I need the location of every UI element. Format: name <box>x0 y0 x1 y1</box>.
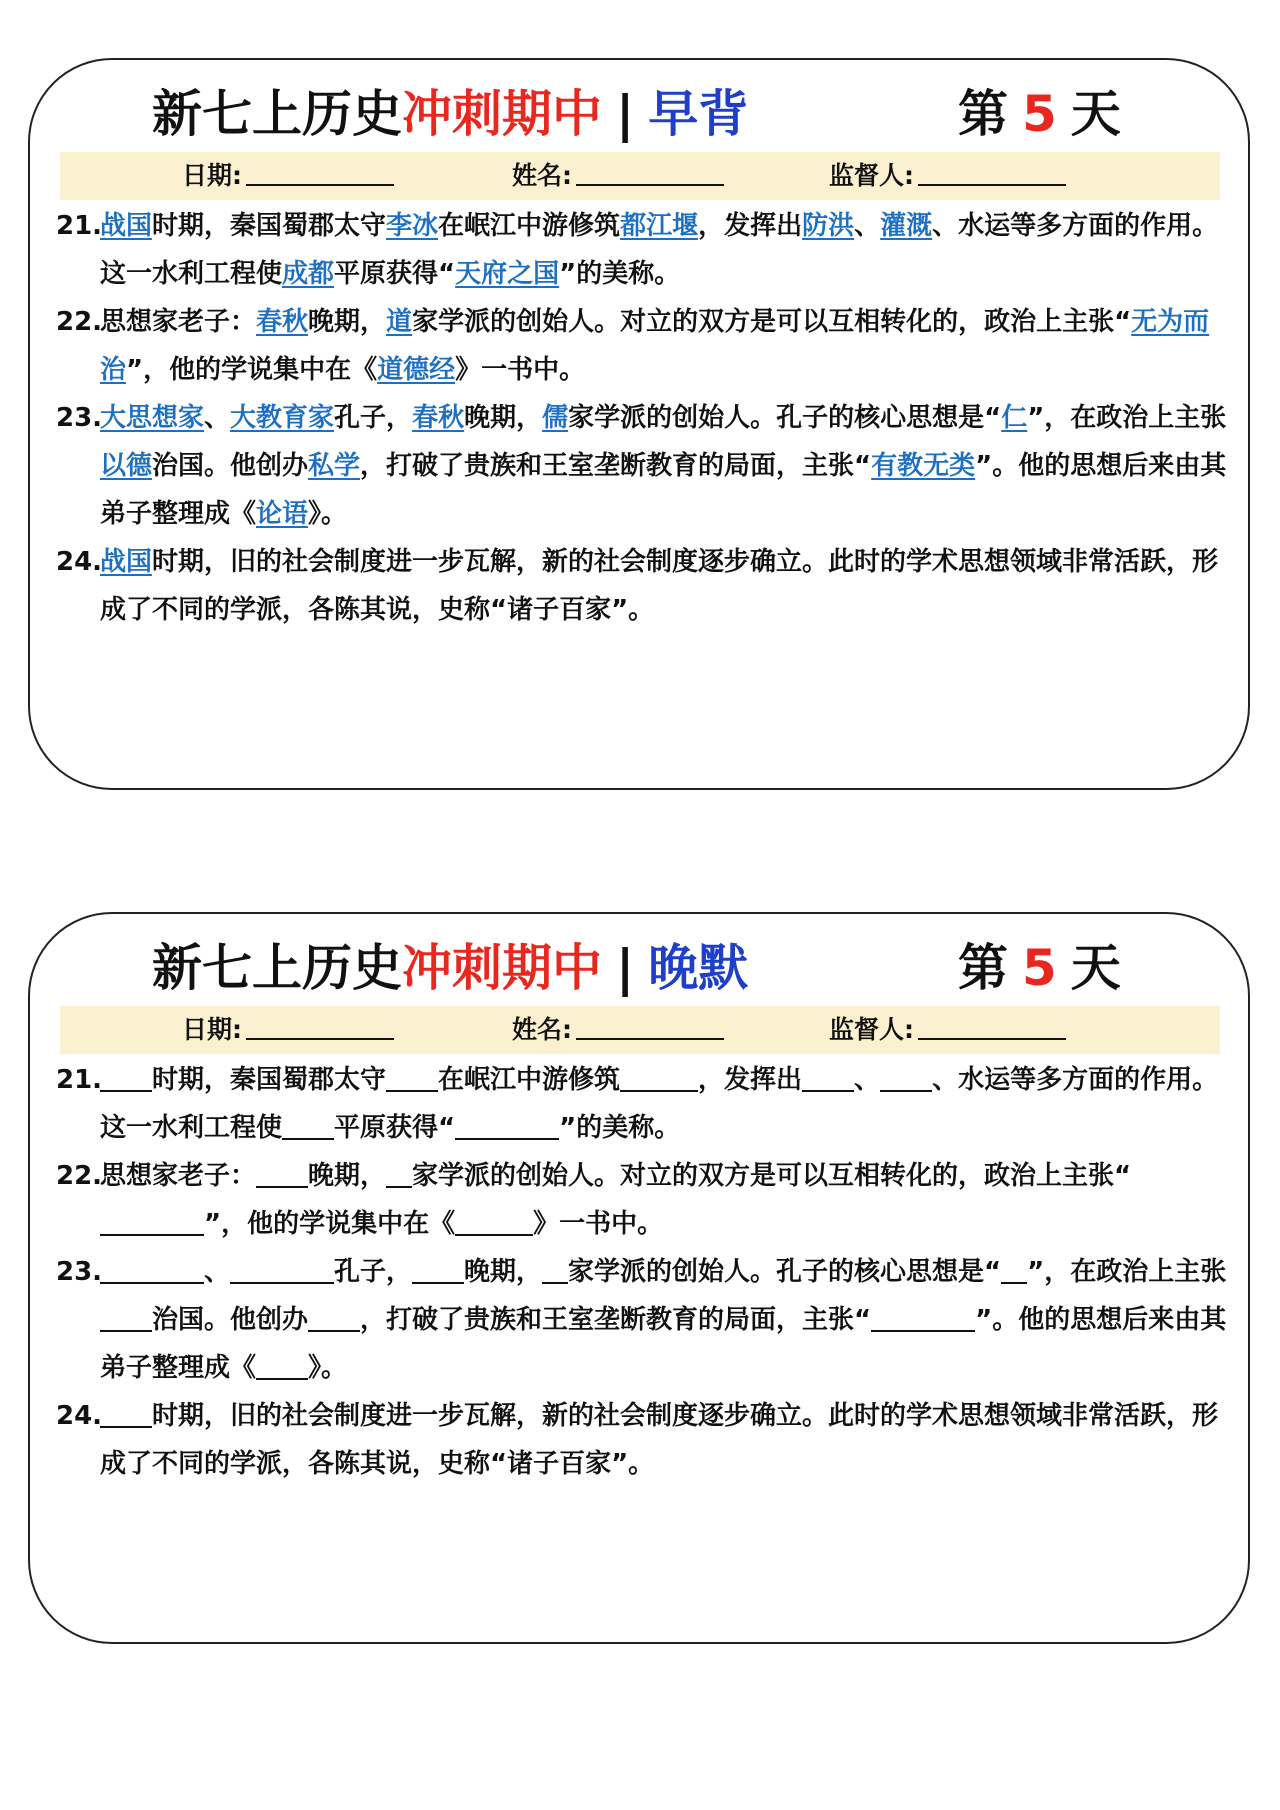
answer-keyword: 战国 <box>100 547 153 577</box>
question-text: ”。他的思想后来由其弟子整理成《 <box>100 451 1227 529</box>
supervisor-blank[interactable] <box>918 1008 1066 1040</box>
answer-keyword: 春秋 <box>256 307 309 337</box>
question-text: ，发挥出 <box>698 211 803 241</box>
supervisor-blank[interactable] <box>918 154 1066 186</box>
question-text: ”，他的学说集中在《 <box>126 355 378 385</box>
question-text: 思想家老子： <box>100 307 257 337</box>
answer-blank[interactable] <box>802 1060 854 1092</box>
answer-keyword: 都江堰 <box>620 211 699 241</box>
question-item <box>56 1152 1234 1248</box>
question-number: 22. <box>56 307 103 337</box>
answer-keyword: 成都 <box>282 259 335 289</box>
question-text: 时期，秦国蜀郡太守 <box>152 1065 387 1095</box>
question-text: 孔子， <box>334 403 413 433</box>
question-text: ”的美称。 <box>559 1113 681 1143</box>
question-text: 时期，秦国蜀郡太守 <box>152 211 387 241</box>
answer-blank[interactable] <box>256 1348 308 1380</box>
question-text: 家学派的创始人。孔子的核心思想是“ <box>568 403 1002 433</box>
answer-blank[interactable] <box>455 1204 533 1236</box>
date-label: 日期: <box>182 161 242 190</box>
answer-blank[interactable] <box>100 1060 152 1092</box>
title-main <box>152 74 748 154</box>
answer-blank[interactable] <box>386 1156 412 1188</box>
question-item <box>56 1248 1234 1392</box>
answer-blank[interactable] <box>100 1252 204 1284</box>
answer-keyword: 天府之国 <box>455 259 560 289</box>
answer-blank[interactable] <box>308 1300 360 1332</box>
answer-keyword: 道德经 <box>377 355 456 385</box>
date-field <box>182 152 394 200</box>
card-title <box>30 928 1248 1008</box>
answer-blank[interactable] <box>386 1060 438 1092</box>
answer-keyword: 道 <box>386 307 413 337</box>
title-separator: | <box>616 85 635 143</box>
morning-card <box>28 58 1250 790</box>
day-prefix: 第 <box>958 939 1008 997</box>
answer-keyword: 仁 <box>1001 403 1028 433</box>
name-label: 姓名: <box>512 1015 572 1044</box>
answer-blank[interactable] <box>620 1060 698 1092</box>
question-text: 、 <box>204 403 231 433</box>
answer-blank[interactable] <box>542 1252 568 1284</box>
question-text: 、 <box>854 211 881 241</box>
question-item <box>56 1056 1234 1152</box>
answer-blank[interactable] <box>100 1204 204 1236</box>
question-text: 家学派的创始人。对立的双方是可以互相转化的，政治上主张“ <box>412 307 1132 337</box>
answer-blank[interactable] <box>880 1060 932 1092</box>
answer-keyword: 无为而治 <box>100 307 1210 385</box>
title-separator: | <box>616 939 635 997</box>
question-number: 21. <box>56 211 103 241</box>
question-text: ，发挥出 <box>698 1065 803 1095</box>
answer-keyword: 防洪 <box>802 211 855 241</box>
answer-keyword: 论语 <box>256 499 309 529</box>
question-text: 孔子， <box>334 1257 413 1287</box>
question-text: 平原获得“ <box>334 1113 456 1143</box>
name-field <box>512 152 724 200</box>
title-part1: 新七上历史 <box>152 85 402 143</box>
question-item <box>56 1392 1234 1488</box>
name-blank[interactable] <box>576 1008 724 1040</box>
answer-blank[interactable] <box>230 1252 334 1284</box>
title-part2: 冲刺期中 <box>402 85 602 143</box>
answer-blank[interactable] <box>100 1396 152 1428</box>
question-list <box>56 1056 1234 1488</box>
question-text: 晚期， <box>464 1257 543 1287</box>
answer-keyword: 春秋 <box>412 403 465 433</box>
supervisor-field <box>829 1006 1066 1054</box>
answer-keyword: 以德 <box>100 451 153 481</box>
answer-blank[interactable] <box>100 1300 152 1332</box>
question-text: 》一书中。 <box>455 355 586 385</box>
title-day <box>958 928 1121 1008</box>
evening-card <box>28 912 1250 1644</box>
answer-blank[interactable] <box>256 1156 308 1188</box>
question-number: 23. <box>56 1257 103 1287</box>
answer-blank[interactable] <box>1001 1252 1027 1284</box>
answer-blank[interactable] <box>282 1108 334 1140</box>
title-part3: 早背 <box>648 85 749 143</box>
question-item <box>56 394 1234 538</box>
question-text: 思想家老子： <box>100 1161 257 1191</box>
question-text: 、 <box>854 1065 881 1095</box>
answer-blank[interactable] <box>871 1300 975 1332</box>
question-text: ”，在政治上主张 <box>1027 1257 1227 1287</box>
question-text: 平原获得“ <box>334 259 456 289</box>
answer-keyword: 李冰 <box>386 211 439 241</box>
question-text: ”，他的学说集中在《 <box>204 1209 456 1239</box>
day-suffix: 天 <box>1070 85 1121 143</box>
answer-keyword: 大教育家 <box>230 403 335 433</box>
supervisor-label: 监督人: <box>829 1015 914 1044</box>
date-blank[interactable] <box>246 154 394 186</box>
question-item <box>56 298 1234 394</box>
info-bar <box>60 1006 1220 1054</box>
question-list <box>56 202 1234 634</box>
question-number: 21. <box>56 1065 103 1095</box>
answer-keyword: 战国 <box>100 211 153 241</box>
date-label: 日期: <box>182 1015 242 1044</box>
question-text: 家学派的创始人。对立的双方是可以互相转化的，政治上主张“ <box>412 1161 1132 1191</box>
question-text: 、水运等多方面的作用。这一水利工程使 <box>100 1065 1219 1143</box>
question-text: 在岷江中游修筑 <box>438 211 621 241</box>
question-text: 治国。他创办 <box>152 451 309 481</box>
title-main <box>152 928 748 1008</box>
day-suffix: 天 <box>1070 939 1121 997</box>
question-text: 在岷江中游修筑 <box>438 1065 621 1095</box>
title-part1: 新七上历史 <box>152 939 402 997</box>
day-prefix: 第 <box>958 85 1008 143</box>
question-item <box>56 538 1234 634</box>
answer-keyword: 有教无类 <box>871 451 976 481</box>
question-text: 时期，旧的社会制度进一步瓦解，新的社会制度逐步确立。此时的学术思想领域非常活跃，形成了不同的学派，各陈其说，史称“诸子百家”。 <box>100 547 1219 625</box>
name-blank[interactable] <box>576 154 724 186</box>
question-text: 晚期， <box>308 307 387 337</box>
title-part3: 晚默 <box>648 939 749 997</box>
question-text: 治国。他创办 <box>152 1305 309 1335</box>
date-field <box>182 1006 394 1054</box>
question-text: ”。他的思想后来由其弟子整理成《 <box>100 1305 1227 1383</box>
question-item <box>56 202 1234 298</box>
question-text: 晚期， <box>308 1161 387 1191</box>
question-text: 、 <box>204 1257 231 1287</box>
answer-blank[interactable] <box>412 1252 464 1284</box>
question-number: 23. <box>56 403 103 433</box>
question-number: 22. <box>56 1161 103 1191</box>
answer-keyword: 大思想家 <box>100 403 205 433</box>
answer-keyword: 灌溉 <box>880 211 933 241</box>
question-text: ”，在政治上主张 <box>1027 403 1227 433</box>
question-number: 24. <box>56 1401 103 1431</box>
question-text: ，打破了贵族和王室垄断教育的局面，主张“ <box>360 1305 872 1335</box>
answer-keyword: 儒 <box>542 403 569 433</box>
question-text: ，打破了贵族和王室垄断教育的局面，主张“ <box>360 451 872 481</box>
supervisor-label: 监督人: <box>829 161 914 190</box>
question-text: 》一书中。 <box>533 1209 664 1239</box>
supervisor-field <box>829 152 1066 200</box>
name-label: 姓名: <box>512 161 572 190</box>
question-text: ”的美称。 <box>559 259 681 289</box>
question-text: 家学派的创始人。孔子的核心思想是“ <box>568 1257 1002 1287</box>
title-day <box>958 74 1121 154</box>
question-text: 时期，旧的社会制度进一步瓦解，新的社会制度逐步确立。此时的学术思想领域非常活跃，形成了不同的学派，各陈其说，史称“诸子百家”。 <box>100 1401 1219 1479</box>
name-field <box>512 1006 724 1054</box>
day-number: 5 <box>1022 939 1057 997</box>
question-text: 》。 <box>308 499 348 529</box>
answer-keyword: 私学 <box>308 451 361 481</box>
date-blank[interactable] <box>246 1008 394 1040</box>
question-text: 》。 <box>308 1353 348 1383</box>
answer-blank[interactable] <box>455 1108 559 1140</box>
day-number: 5 <box>1022 85 1057 143</box>
card-title <box>30 74 1248 154</box>
question-number: 24. <box>56 547 103 577</box>
title-part2: 冲刺期中 <box>402 939 602 997</box>
info-bar <box>60 152 1220 200</box>
question-text: 、水运等多方面的作用。这一水利工程使 <box>100 211 1219 289</box>
question-text: 晚期， <box>464 403 543 433</box>
